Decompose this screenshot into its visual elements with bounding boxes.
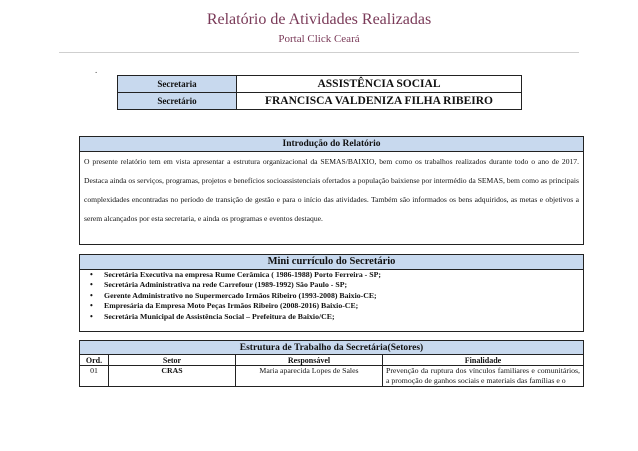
column-header-responsavel: Responsável [236, 355, 383, 366]
structure-table [79, 340, 584, 387]
table-row [80, 366, 584, 387]
curriculum-item-text: Secretária Municipal de Assistência Social – Prefeitura de Baixio/CE; [104, 311, 335, 321]
bullet-icon: • [90, 301, 93, 311]
bullet-icon: • [90, 270, 93, 279]
stray-mark: . [95, 65, 98, 75]
info-value-secretario: FRANCISCA VALDENIZA FILHA RIBEIRO [237, 93, 522, 110]
document-subtitle: Portal Click Ceará [278, 33, 360, 45]
bullet-icon: • [90, 280, 93, 290]
cell-ord: 01 [80, 366, 109, 387]
curriculum-item-text: Secretária Administrativa na rede Carrefour (1989-1992) São Paulo - SP; [104, 280, 348, 290]
column-header-setor: Setor [109, 355, 236, 366]
info-row-secretaria [118, 76, 522, 93]
curriculum-item-text: Gerente Administrativo no Supermercado Irmãos Ribeiro (1993-2008) Baixio-CE; [104, 290, 377, 300]
info-row-secretario [118, 93, 522, 110]
document-title: Relatório de Atividades Realizadas [206, 11, 432, 28]
intro-heading: Introdução do Relatório [80, 137, 583, 152]
info-label-secretaria: Secretaria [118, 76, 237, 93]
curriculum-heading: Mini currículo do Secretário [80, 255, 583, 270]
bullet-icon: • [90, 290, 93, 300]
curriculum-list [80, 270, 583, 322]
curriculum-item [90, 301, 583, 311]
cell-setor: CRAS [109, 366, 236, 387]
curriculum-item [90, 270, 583, 280]
intro-text: O presente relatório tem em vista apresentar a estrutura organizacional da SEMAS/BAIXIO, bem como os trabalhos realizados durante todo o ano de 2017. Destaca ainda os serviços, programas, projetos e benefícios socioassistenciais ofertados a população baixiense por intermédio da SEMAS, bem como as principais complexidades encontradas no período de transição de gestão e para o início das atividades. Também são informados os bens adquiridos, as metas e objetivos a serem alcançados por esta secretaria, e ainda os programas e eventos destaque. [84, 157, 579, 223]
curriculum-item [90, 290, 583, 301]
curriculum-item-text: Empresária da Empresa Moto Peças Irmãos Ribeiro (2008-2016) Baixio-CE; [104, 301, 359, 311]
bullet-icon: • [90, 311, 93, 321]
curriculum-item [90, 311, 583, 322]
structure-heading: Estrutura de Trabalho da Secretária(Setores) [80, 341, 584, 355]
column-header-finalidade: Finalidade [383, 355, 584, 366]
cell-responsavel: Maria aparecida Lopes de Sales [236, 366, 383, 387]
title-divider [59, 52, 579, 53]
structure-columns-row [80, 355, 584, 366]
structure-heading-row [80, 341, 584, 355]
column-header-ord: Ord. [80, 355, 109, 366]
curriculum-section [79, 254, 584, 332]
intro-section [79, 136, 584, 245]
curriculum-item [90, 280, 583, 290]
cell-finalidade: Prevenção da ruptura dos vínculos familiares e comunitários, a promoção de ganhos sociais e materiais das famílias e o [383, 366, 584, 387]
info-table [117, 75, 522, 110]
curriculum-item-text: Secretária Executiva na empresa Rume Cerâmica ( 1986-1988) Porto Ferreira - SP; [104, 270, 381, 279]
info-label-secretario: Secretário [118, 93, 237, 110]
info-value-secretaria: ASSISTÊNCIA SOCIAL [237, 76, 522, 93]
